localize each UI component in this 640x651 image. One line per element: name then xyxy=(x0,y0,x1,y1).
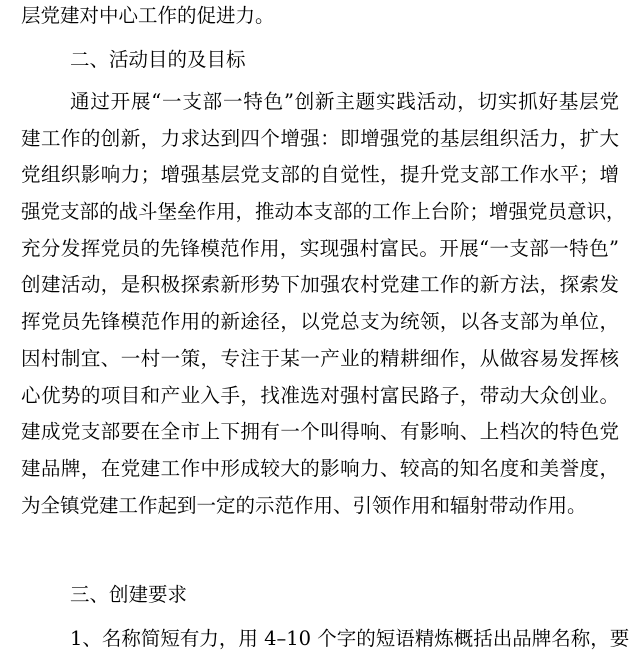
section-2-line-10: 建成党支部要在全市上下拥有一个叫得响、有影响、上档次的特色党 xyxy=(21,420,619,443)
intro-tail-text: 层党建对中心工作的促进力。 xyxy=(21,4,275,27)
section-2-line-11: 建品牌，在党建工作中形成较大的影响力、较高的知名度和美誉度， xyxy=(21,457,619,480)
section-2-line-3: 党组织影响力；增强基层党支部的自觉性，提升党支部工作水平；增 xyxy=(21,163,619,186)
section-2-line-2: 建工作的创新，力求达到四个增强：即增强党的基层组织活力，扩大 xyxy=(21,127,619,150)
section-2-line-12: 为全镇党建工作起到一定的示范作用、引领作用和辐射带动作用。 xyxy=(21,494,587,517)
section-3-heading: 三、创建要求 xyxy=(70,583,188,606)
section-3-item-1-partial: 1、名称简短有力，用 4–10 个字的短语精炼概括出品牌名称，要 xyxy=(70,627,630,650)
section-2-line-8: 因村制宜、一村一策，专注于某一产业的精耕细作，从做容易发挥核 xyxy=(21,347,619,370)
section-2-line-1: 通过开展“一支部一特色”创新主题实践活动，切实抓好基层党 xyxy=(70,90,619,113)
section-2-heading: 二、活动目的及目标 xyxy=(70,48,246,71)
section-2-line-6: 创建活动，是积极探索新形势下加强农村党建工作的新方法，探索发 xyxy=(21,273,619,296)
section-2-line-4: 强党支部的战斗堡垒作用，推动本支部的工作上台阶；增强党员意识， xyxy=(21,200,626,223)
section-2-line-7: 挥党员先锋模范作用的新途径，以党总支为统领，以各支部为单位， xyxy=(21,310,619,333)
section-2-line-5: 充分发挥党员的先锋模范作用，实现强村富民。开展“一支部一特色” xyxy=(21,237,619,260)
section-2-line-9: 心优势的项目和产业入手，找准选对强村富民路子，带动大众创业。 xyxy=(21,384,619,407)
